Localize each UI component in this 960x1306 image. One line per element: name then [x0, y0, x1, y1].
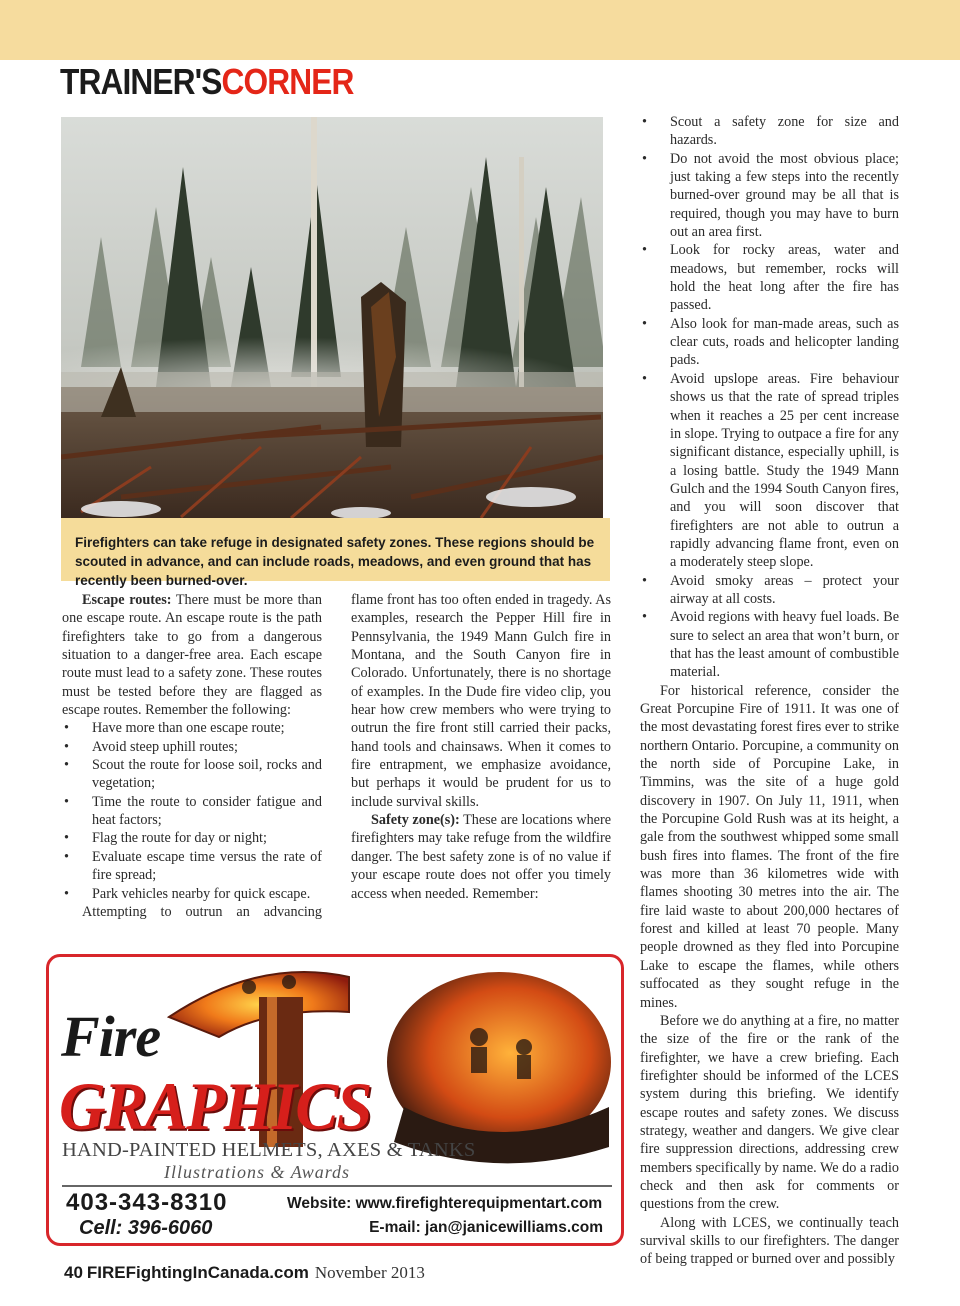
body-paragraph: For historical reference, consider the Great Porcupine Fire of 1911. It was one of the most devastating forest fires ever to strike northern Ontario. Porcupine, a community on the north side of Porcupine Lake, in Timmins, was the site of a huge gold discovery in 1907. On July 11, 1911, when the Porcupine Gold Rush was at its height, a gale from the southwest whipped some small bush fires into flames. The front of the fire was more than 36 kilometres wide with flames shooting 30 metres into the air. The fire laid waste to about 200,000 hectares of forest and killed at least 70 people. Many people drowned as they fled into Porcupine Lake to escape the flames, while others suffocated as they sought refuge in the mines.	[640, 682, 899, 1011]
safety-zones-heading: Safety zone(s):	[371, 812, 460, 829]
footer-site: FIREFightingInCanada.com	[86, 1263, 309, 1282]
list-item: • Park vehicles nearby for quick escape.	[62, 885, 322, 903]
body-paragraph: Attempting to outrun an advancing	[82, 903, 322, 920]
safety-zones-intro: These are locations where firefighters may take refuge from the wildfire danger. The best safety zone is of no value if your escape route does not offer you timely access when needed. Remember:	[351, 812, 611, 902]
heading-corner: CORNER	[221, 61, 354, 102]
body-paragraph: Along with LCES, we continually teach survival skills to our firefighters. The danger of being trapped or burned over and possibly	[640, 1214, 899, 1268]
footer-date: November 2013	[314, 1263, 425, 1282]
list-item: • Also look for man-made areas, such as clear cuts, roads and helicopter landing pads.	[640, 315, 899, 370]
list-item: • Avoid regions with heavy fuel loads. Be sure to select an area that won’t burn, or that has the least amount of combustible material.	[640, 608, 899, 681]
ad-brand-fire: Fire	[61, 1004, 161, 1069]
section-heading	[60, 62, 354, 102]
ad-tagline: HAND-PAINTED HELMETS, AXES & TANKS	[62, 1139, 476, 1161]
page-footer	[64, 1263, 425, 1283]
fire-graphics-advertisement	[46, 954, 624, 1246]
ad-divider	[62, 1185, 612, 1187]
column-1	[62, 591, 322, 921]
list-item: • Time the route to consider fatigue and heat factors;	[62, 793, 322, 830]
ad-brand-graphics: GRAPHICS	[59, 1068, 371, 1144]
body-paragraph: flame front has too often ended in tragedy. As examples, research the Pepper Hill fire in Pennsylvania, the 1949 Mann Gulch fire in Montana, and the South Canyon fire in Colorado. Unfortunately, there is no shortage of examples. In the Dude fire video clip, you hear how crew members who were trying to outrun the fire front still carried their packs, hand tools and chainsaws. When it comes to fire entrapment, we emphasize avoidance, but perhaps it would be prudent for us to include survival skills.	[351, 592, 611, 810]
list-item: • Evaluate escape time versus the rate of fire spread;	[62, 848, 322, 885]
ad-email: E-mail: jan@janicewilliams.com	[369, 1219, 603, 1236]
ad-website: Website: www.firefighterequipmentart.com	[287, 1195, 603, 1212]
ad-cell: Cell: 396-6060	[79, 1217, 213, 1239]
list-item: • Look for rocky areas, water and meadows, but remember, rocks will hold the heat long after the fire has passed.	[640, 241, 899, 314]
escape-route-list	[62, 719, 322, 902]
top-color-band	[0, 0, 960, 60]
body-paragraph: Before we do anything at a fire, no matter the size of the fire or the rank of the firefighter, we have a crew briefing. Each firefighter should be informed of the LCES system during this briefing. We identify escape routes and safety zones. We discuss strategy, weather and dangers. We give clear fire suppression directions, addressing crew members specifically by name. We do a radio check and then ask for comments or questions from the crew.	[640, 1012, 899, 1213]
forest-photo-illustration	[61, 117, 603, 518]
list-item: • Avoid smoky areas – protect your airway at all costs.	[640, 572, 899, 609]
list-item: • Have more than one escape route;	[62, 719, 322, 737]
list-item: • Scout the route for loose soil, rocks and vegetation;	[62, 756, 322, 793]
list-item: • Do not avoid the most obvious place; just taking a few steps into the recently burned-over ground may be all that is required, though you may have to burn out an area first.	[640, 150, 899, 242]
ad-subtagline: Illustrations & Awards	[164, 1162, 351, 1182]
escape-routes-intro: There must be more than one escape route. An escape route is the path firefighters take to go from a dangerous situation to a danger-free area. Each escape route must lead to a safety zone. These routes must be tested before they are flagged as escape routes. Remember the following:	[62, 592, 322, 719]
heading-trainers: TRAINER'S	[60, 61, 222, 102]
list-item: • Scout a safety zone for size and hazards.	[640, 113, 899, 150]
list-item: • Avoid steep uphill routes;	[62, 738, 322, 756]
ad-phone: 403-343-8310	[66, 1189, 228, 1216]
column-3	[640, 113, 899, 1269]
list-item: • Flag the route for day or night;	[62, 829, 322, 847]
forest-fire-photo	[61, 117, 603, 518]
photo-caption: Firefighters can take refuge in designated safety zones. These regions should be scouted in advance, and can include roads, meadows, and even ground that has recently been burned-over.	[61, 518, 610, 581]
list-item: • Avoid upslope areas. Fire behaviour shows us that the rate of spread triples when it reaches a 25 per cent increase in slope. Trying to outpace a fire for any significant distance, especially uphill, is a losing battle. Study the 1949 Mann Gulch and the 1994 South Canyon fires, and you will soon discover that firefighters are not able to outrun a rapidly advancing flame front, even on a moderately steep slope.	[640, 370, 899, 572]
page-number: 40	[64, 1263, 83, 1282]
column-2	[351, 591, 611, 903]
safety-zone-list	[640, 113, 899, 682]
escape-routes-heading: Escape routes:	[82, 592, 172, 608]
